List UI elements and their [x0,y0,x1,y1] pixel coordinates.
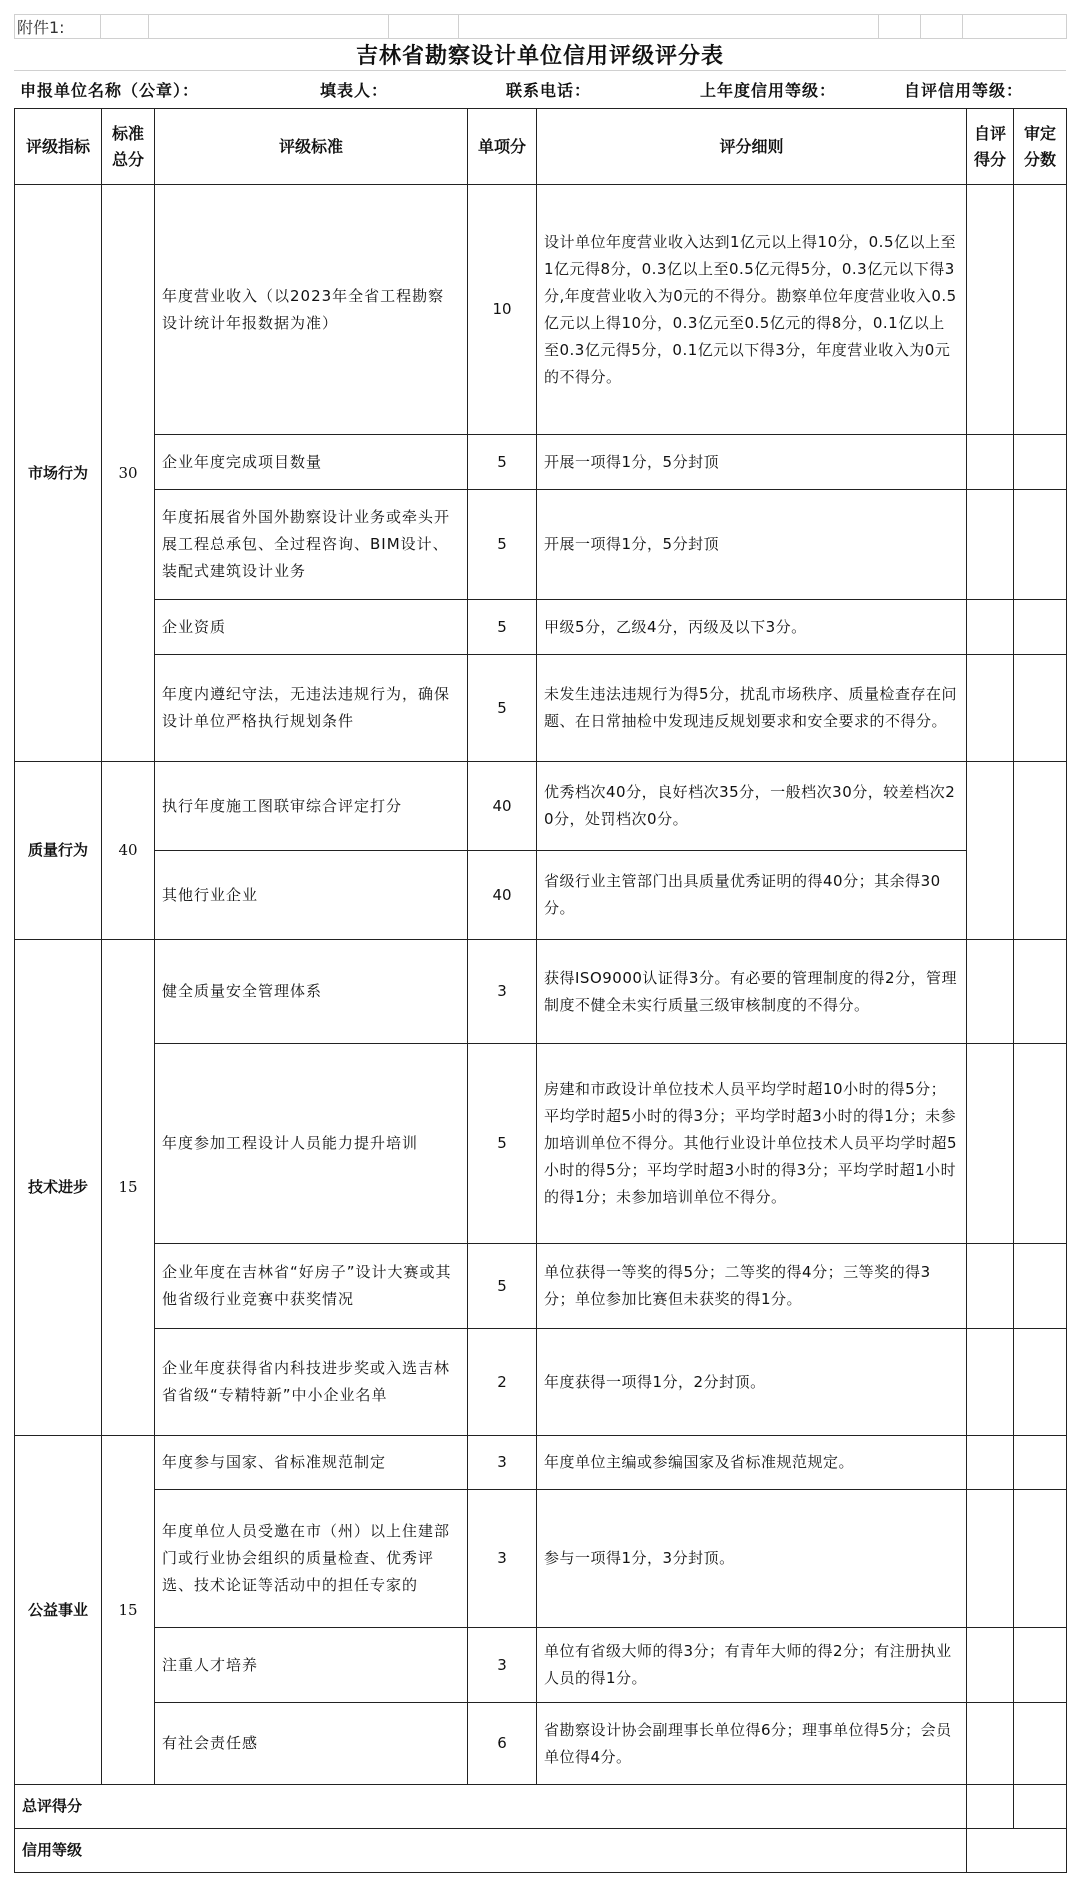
review-score-cell[interactable] [1014,1436,1067,1490]
header-rules: 评分细则 [537,109,967,185]
standard-cell: 有社会责任感 [155,1703,468,1785]
table-row [15,1436,1067,1490]
points-cell: 5 [468,655,537,762]
rule-cell: 单位获得一等奖的得5分；二等奖的得4分；三等奖的得3分；单位参加比赛但未获奖的得1分。 [537,1244,967,1329]
table-row [15,435,1067,490]
table-row [15,762,1067,851]
table-row [15,1044,1067,1244]
standard-cell: 企业资质 [155,600,468,655]
points-cell: 5 [468,435,537,490]
points-cell: 2 [468,1329,537,1436]
credit-grade-label: 信用等级 [15,1829,967,1873]
standard-cell: 年度参与国家、省标准规范制定 [155,1436,468,1490]
rule-cell: 年度获得一项得1分，2分封顶。 [537,1329,967,1436]
category-total: 15 [102,1436,155,1785]
review-score-cell[interactable] [1014,940,1067,1044]
total-self-score-cell[interactable] [967,1785,1014,1829]
review-score-cell[interactable] [1014,1044,1067,1244]
header-indicator: 评级指标 [15,109,102,185]
review-score-cell[interactable] [1014,435,1067,490]
header-review-score: 审定分数 [1014,109,1067,185]
header-points: 单项分 [468,109,537,185]
points-cell: 6 [468,1703,537,1785]
credit-grade-cell[interactable] [967,1829,1067,1873]
last-year-grade-label: 上年度信用等级： [700,80,837,100]
table-row [15,940,1067,1044]
review-score-cell[interactable] [1014,762,1067,940]
total-review-score-cell[interactable] [1014,1785,1067,1829]
review-score-cell[interactable] [1014,1244,1067,1329]
table-row [15,1244,1067,1329]
title-row [14,38,1066,71]
category-market: 市场行为 [15,185,102,762]
header-self-score: 自评得分 [967,109,1014,185]
table-row [15,1490,1067,1628]
rule-cell: 未发生违法违规行为得5分，扰乱市场秩序、质量检查存在问题、在日常抽检中发现违反规划要求和安全要求的不得分。 [537,655,967,762]
standard-cell: 年度内遵纪守法，无违法违规行为，确保设计单位严格执行规划条件 [155,655,468,762]
standard-cell: 年度营业收入（以2023年全省工程勘察设计统计年报数据为准） [155,185,468,435]
review-score-cell[interactable] [1014,1329,1067,1436]
self-score-cell[interactable] [967,1244,1014,1329]
self-score-cell[interactable] [967,1436,1014,1490]
self-score-cell[interactable] [967,1044,1014,1244]
review-score-cell[interactable] [1014,1703,1067,1785]
rule-cell: 优秀档次40分，良好档次35分，一般档次30分，较差档次20分，处罚档次0分。 [537,762,967,851]
category-quality: 质量行为 [15,762,102,940]
page-title: 吉林省勘察设计单位信用评级评分表 [355,42,724,69]
table-row [15,655,1067,762]
info-row [14,72,1066,106]
rule-cell: 开展一项得1分，5分封顶 [537,490,967,600]
self-score-cell[interactable] [967,1703,1014,1785]
self-score-cell[interactable] [967,940,1014,1044]
review-score-cell[interactable] [1014,185,1067,435]
annex-label: 附件1: [15,15,101,39]
total-score-row [15,1785,1067,1829]
rule-cell: 单位有省级大师的得3分；有青年大师的得2分；有注册执业人员的得1分。 [537,1628,967,1703]
table-row [15,490,1067,600]
standard-cell: 注重人才培养 [155,1628,468,1703]
points-cell: 3 [468,1436,537,1490]
rule-cell: 甲级5分，乙级4分，丙级及以下3分。 [537,600,967,655]
standard-cell: 企业年度在吉林省“好房子”设计大赛或其他省级行业竞赛中获奖情况 [155,1244,468,1329]
rule-cell: 开展一项得1分，5分封顶 [537,435,967,490]
standard-cell: 执行年度施工图联审综合评定打分 [155,762,468,851]
review-score-cell[interactable] [1014,490,1067,600]
points-cell: 40 [468,851,537,940]
self-score-cell[interactable] [967,1329,1014,1436]
points-cell: 5 [468,1044,537,1244]
table-row [15,600,1067,655]
self-score-cell[interactable] [967,1628,1014,1703]
category-total: 30 [102,185,155,762]
standard-cell: 年度参加工程设计人员能力提升培训 [155,1044,468,1244]
self-score-cell[interactable] [967,1490,1014,1628]
points-cell: 3 [468,1628,537,1703]
rule-cell: 省级行业主管部门出具质量优秀证明的得40分；其余得30分。 [537,851,967,940]
rule-cell: 房建和市政设计单位技术人员平均学时超10小时的得5分；平均学时超5小时的得3分；平均学时超3小时的得1分；未参加培训单位不得分。其他行业设计单位技术人员平均学时超5小时的得5分；平均学时超3小时的得3分；平均学时超1小时的得1分；未参加培训单位不得分。 [537,1044,967,1244]
review-score-cell[interactable] [1014,1490,1067,1628]
phone-label: 联系电话： [506,80,592,100]
category-total: 15 [102,940,155,1436]
table-row [15,851,1067,940]
review-score-cell[interactable] [1014,655,1067,762]
self-score-cell[interactable] [967,655,1014,762]
rule-cell: 年度单位主编或参编国家及省标准规范规定。 [537,1436,967,1490]
points-cell: 3 [468,940,537,1044]
category-total: 40 [102,762,155,940]
self-score-cell[interactable] [967,435,1014,490]
points-cell: 3 [468,1490,537,1628]
points-cell: 5 [468,490,537,600]
points-cell: 5 [468,600,537,655]
header-total: 标准总分 [102,109,155,185]
table-row [15,1628,1067,1703]
header-standard: 评级标准 [155,109,468,185]
self-score-cell[interactable] [967,762,1014,940]
self-score-cell[interactable] [967,490,1014,600]
category-public: 公益事业 [15,1436,102,1785]
self-grade-label: 自评信用等级： [904,80,1024,100]
filler-label: 填表人： [320,80,389,100]
review-score-cell[interactable] [1014,600,1067,655]
total-score-label: 总评得分 [15,1785,967,1829]
score-table [14,108,1067,1873]
points-cell: 5 [468,1244,537,1329]
points-cell: 40 [468,762,537,851]
standard-cell: 其他行业企业 [155,851,468,940]
annex-row [14,14,1067,39]
standard-cell: 企业年度完成项目数量 [155,435,468,490]
review-score-cell[interactable] [1014,1628,1067,1703]
table-row [15,1329,1067,1436]
self-score-cell[interactable] [967,600,1014,655]
rule-cell: 获得ISO9000认证得3分。有必要的管理制度的得2分，管理制度不健全未实行质量三级审核制度的不得分。 [537,940,967,1044]
category-tech: 技术进步 [15,940,102,1436]
self-score-cell[interactable] [967,185,1014,435]
standard-cell: 年度单位人员受邀在市（州）以上住建部门或行业协会组织的质量检查、优秀评选、技术论证等活动中的担任专家的 [155,1490,468,1628]
rule-cell: 设计单位年度营业收入达到1亿元以上得10分，0.5亿以上至1亿元得8分，0.3亿以上至0.5亿元得5分，0.3亿元以下得3分,年度营业收入为0元的不得分。勘察单位年度营业收入0.5亿元以上得10分，0.3亿元至0.5亿元的得8分，0.1亿以上至0.3亿元得5分，0.1亿元以下得3分，年度营业收入为0元的不得分。 [537,185,967,435]
header-row [15,109,1067,185]
rule-cell: 参与一项得1分，3分封顶。 [537,1490,967,1628]
points-cell: 10 [468,185,537,435]
standard-cell: 健全质量安全管理体系 [155,940,468,1044]
rule-cell: 省勘察设计协会副理事长单位得6分；理事单位得5分；会员单位得4分。 [537,1703,967,1785]
table-row [15,185,1067,435]
standard-cell: 年度拓展省外国外勘察设计业务或牵头开展工程总承包、全过程咨询、BIM设计、装配式建筑设计业务 [155,490,468,600]
unit-name-label: 申报单位名称（公章）： [20,80,200,100]
standard-cell: 企业年度获得省内科技进步奖或入选吉林省省级“专精特新”中小企业名单 [155,1329,468,1436]
table-row [15,1703,1067,1785]
credit-grade-row [15,1829,1067,1873]
